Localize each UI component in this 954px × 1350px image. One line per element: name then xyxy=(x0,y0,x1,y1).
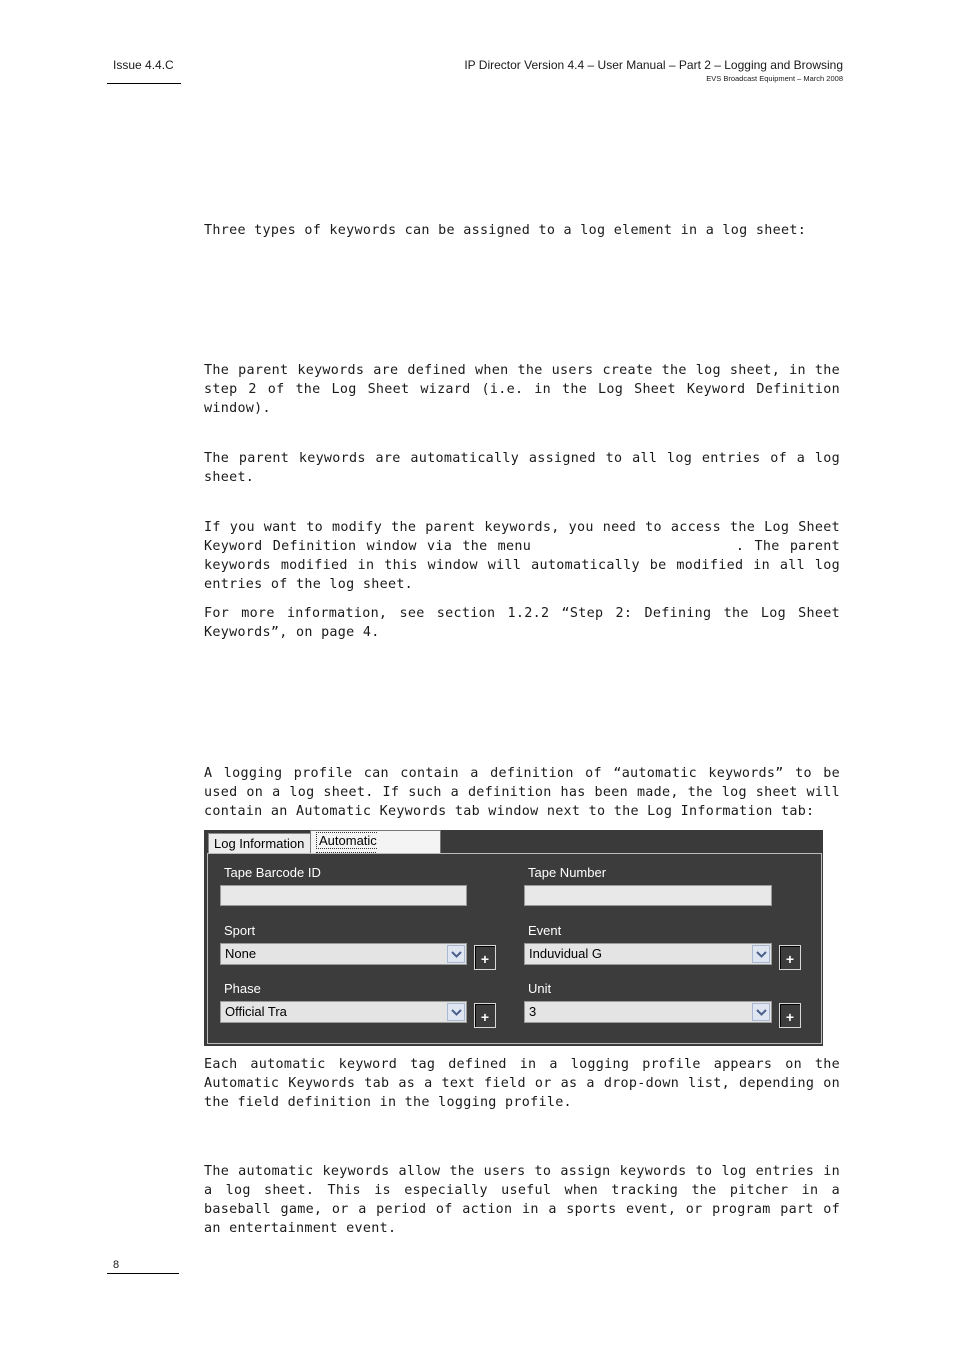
paragraph-parent-defined: The parent keywords are defined when the users create the log sheet, in the step 2 of the Log Sheet wizard (i.e. in the Log Sheet Keyword Definition window). xyxy=(204,363,840,416)
event-label: Event xyxy=(528,923,562,938)
page-number: 8 xyxy=(113,1259,120,1271)
phase-value: Official Tra xyxy=(225,1004,287,1019)
paragraph-parent-assigned: The parent keywords are automatically assigned to all log entries of a log sheet. xyxy=(204,451,840,485)
manual-title: IP Director Version 4.4 – User Manual – Part 2 – Logging and Browsing xyxy=(464,58,843,72)
event-dropdown[interactable] xyxy=(524,943,772,965)
header-right xyxy=(464,58,843,83)
unit-value: 3 xyxy=(529,1004,537,1019)
paragraph-automatic-usage: The automatic keywords allow the users to assign keywords to log entries in a log sheet. This is especially useful when tracking the pitcher in a baseball game, or a period of action in a sports event, or program part of an entertainment event. xyxy=(204,1164,840,1236)
phase-dropdown[interactable] xyxy=(220,1001,467,1023)
sport-value: None xyxy=(225,946,257,961)
footer-rule xyxy=(107,1273,179,1274)
tape-number-input[interactable] xyxy=(524,885,772,906)
sport-label: Sport xyxy=(224,923,256,938)
add-sport-button[interactable]: + xyxy=(474,945,496,970)
chevron-down-icon[interactable] xyxy=(752,1003,770,1021)
paragraph-more-info: For more information, see section 1.2.2 “Step 2: Defining the Log Sheet Keywords”, on page 4. xyxy=(204,606,840,640)
paragraph-keyword-types: Three types of keywords can be assigned to a log element in a log sheet: xyxy=(204,223,807,238)
chevron-down-icon[interactable] xyxy=(447,1003,465,1021)
paragraph-automatic-intro: A logging profile can contain a definition of “automatic keywords” to be used on a log sheet. If such a definition has been made, the log sheet will contain an Automatic Keywords tab window next to the Log Information tab: xyxy=(204,766,840,819)
add-event-button[interactable]: + xyxy=(779,945,801,970)
paragraph-modify-parent: If you want to modify the parent keywords, you need to access the Log Sheet Keyword Definition window via the menu . The parent keywords modified in this window will automatically be modified in all log entries of the log sheet. xyxy=(204,520,849,592)
tab-log-information[interactable]: Log Information xyxy=(208,833,311,853)
automatic-keywords-screenshot xyxy=(204,830,823,1046)
tab-automatic-keywords[interactable] xyxy=(310,830,441,853)
chevron-down-icon[interactable] xyxy=(447,945,465,963)
issue-label: Issue 4.4.C xyxy=(113,58,174,72)
tape-barcode-input[interactable] xyxy=(220,885,467,906)
unit-label: Unit xyxy=(528,981,552,996)
tape-barcode-label: Tape Barcode ID xyxy=(224,865,321,880)
chevron-down-icon[interactable] xyxy=(752,945,770,963)
keywords-panel xyxy=(207,853,822,1044)
sport-dropdown[interactable] xyxy=(220,943,467,965)
event-value: Induvidual G xyxy=(529,946,602,961)
add-unit-button[interactable]: + xyxy=(779,1003,801,1028)
header-rule xyxy=(107,83,181,84)
unit-dropdown[interactable] xyxy=(524,1001,772,1023)
phase-label: Phase xyxy=(224,981,261,996)
tape-number-label: Tape Number xyxy=(528,865,607,880)
tab-automatic-keywords-label: Automatic xyxy=(316,832,377,869)
add-phase-button[interactable]: + xyxy=(474,1003,496,1028)
manual-subtitle: EVS Broadcast Equipment – March 2008 xyxy=(706,74,843,83)
tab-strip xyxy=(204,830,823,852)
paragraph-automatic-tag: Each automatic keyword tag defined in a logging profile appears on the Automatic Keywords tab as a text field or as a drop-down list, depending on the field definition in the logging profile. xyxy=(204,1057,840,1110)
